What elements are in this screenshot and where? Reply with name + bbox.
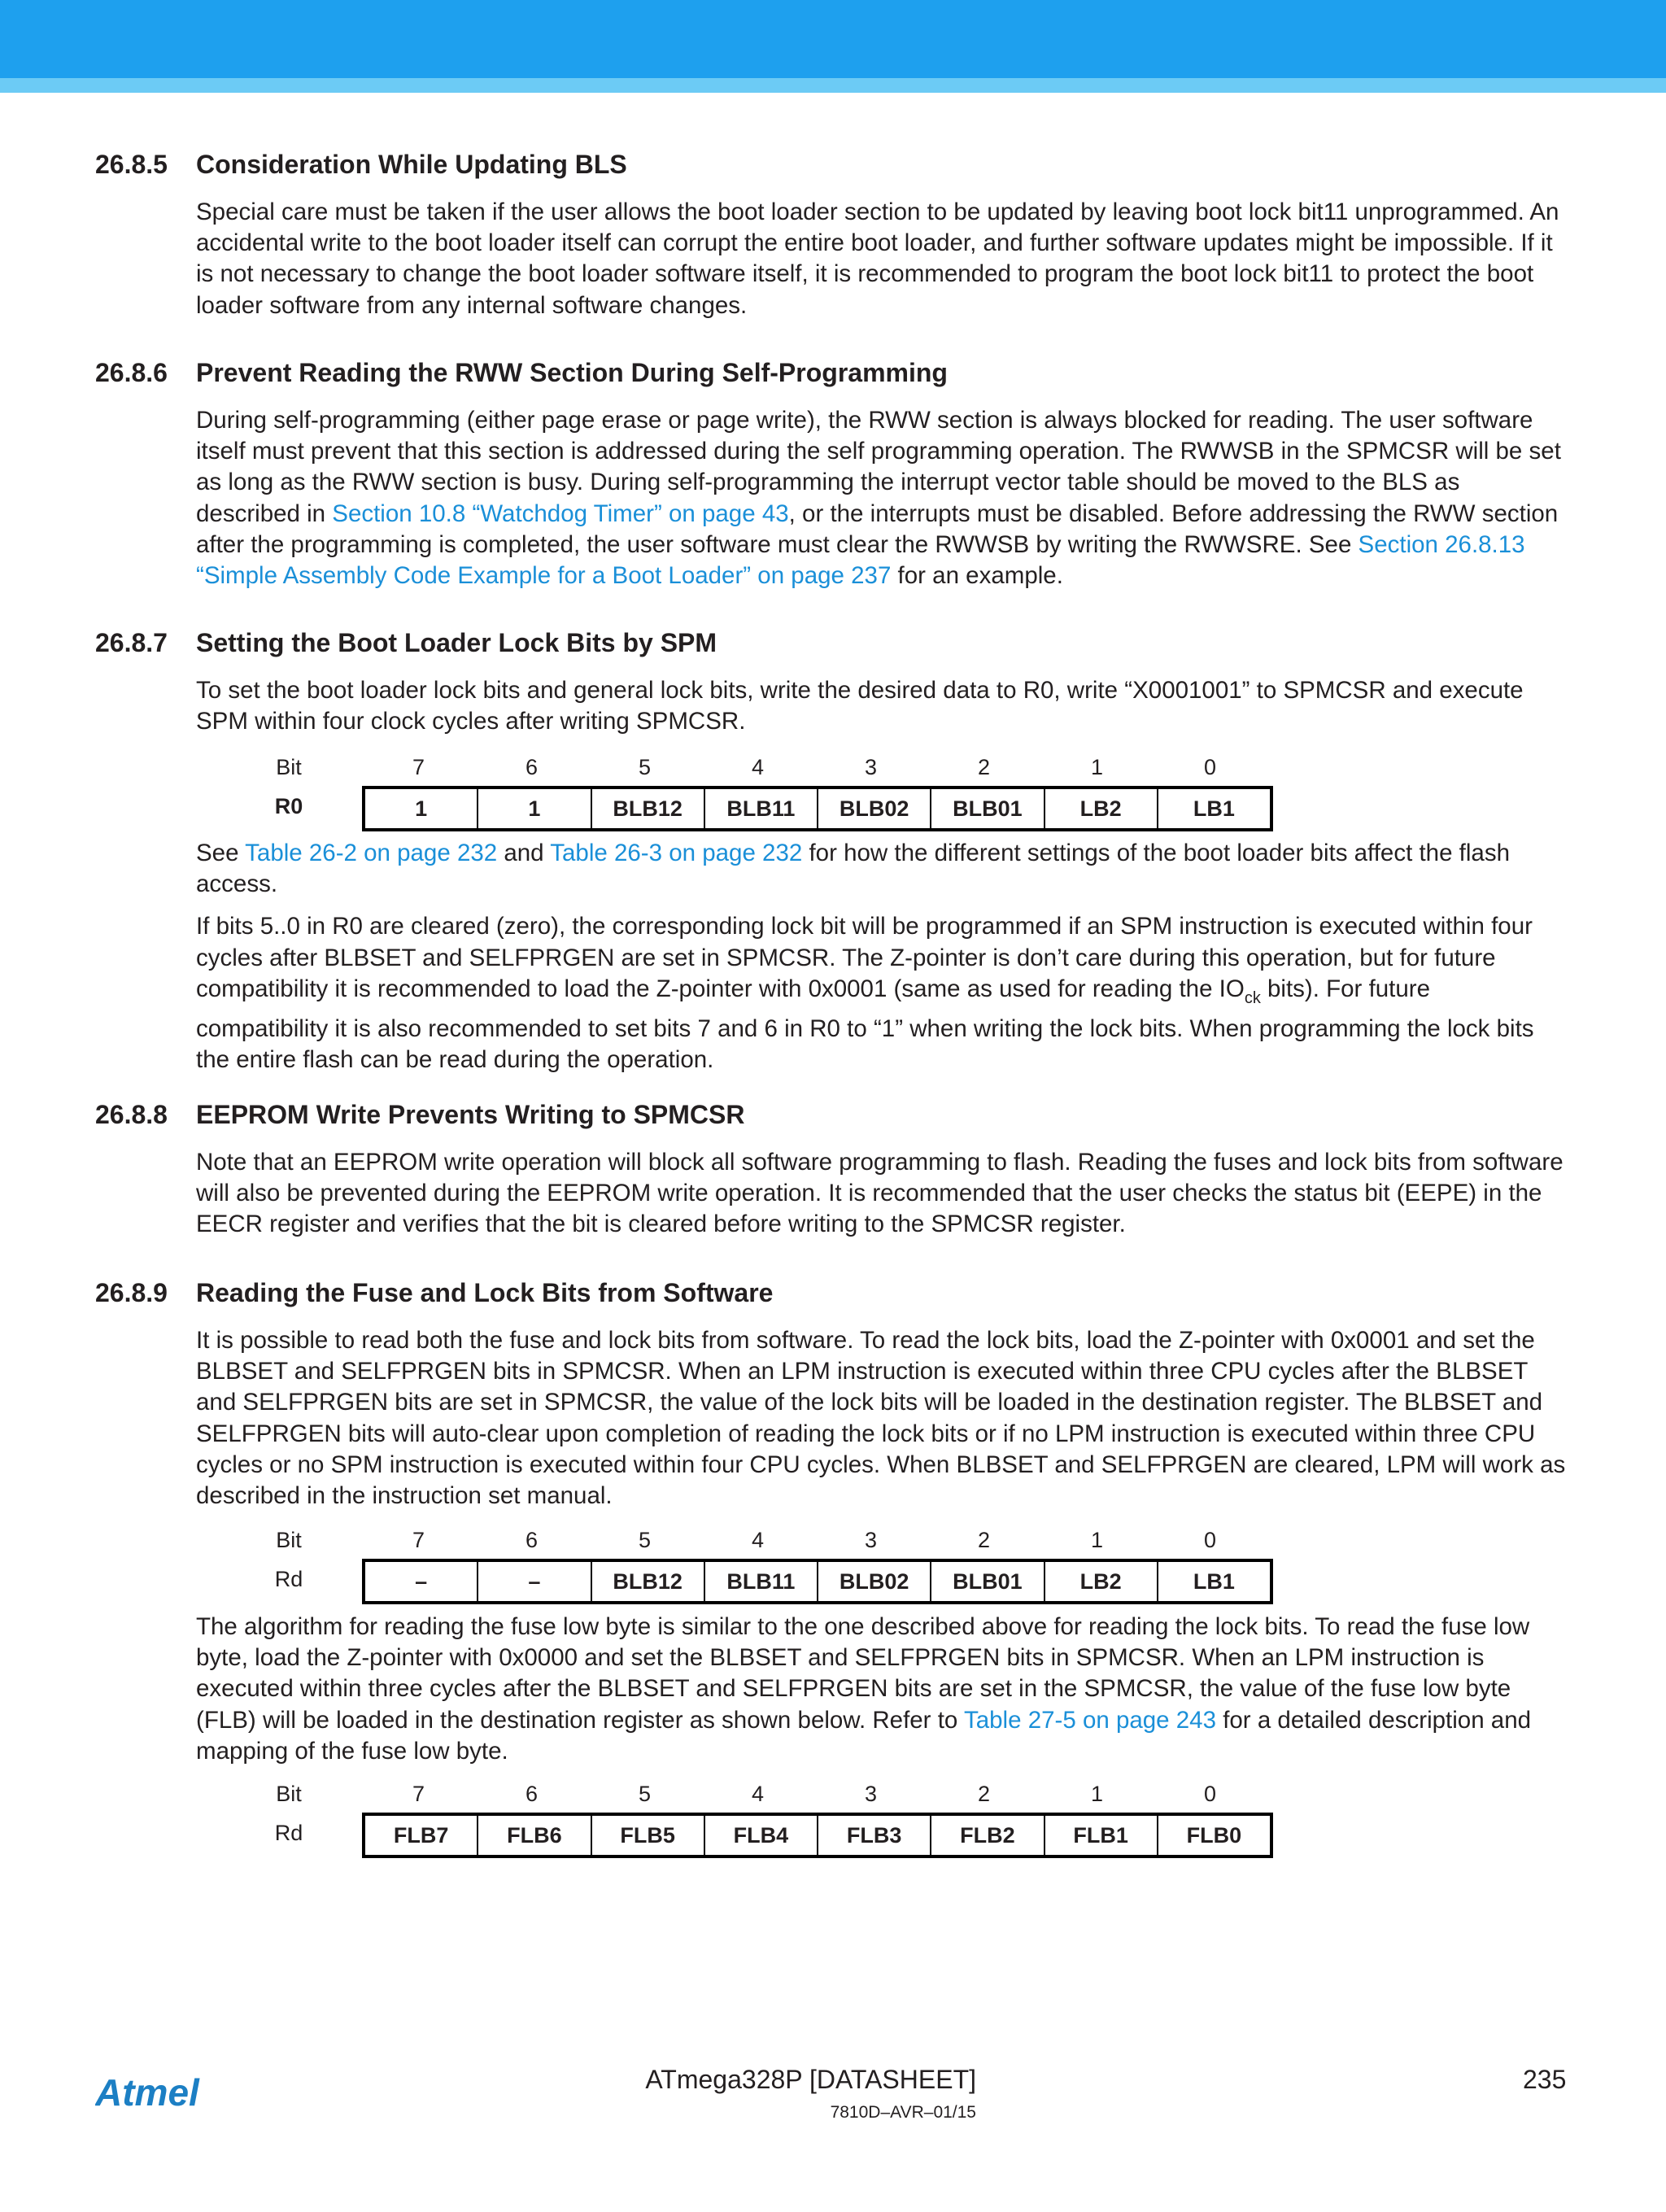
register-row — [264, 1559, 1273, 1601]
section-heading — [95, 356, 1568, 389]
paragraph — [196, 1147, 1568, 1241]
bit-number: 2 — [977, 1782, 991, 1806]
bit-number: 7 — [412, 755, 425, 779]
text-run: for how the different settings of the boot loader bits affect the flash access. — [196, 840, 1510, 898]
register-name: Rd — [274, 1821, 303, 1845]
bit-row — [264, 752, 1273, 784]
bit-number: 5 — [638, 1528, 652, 1552]
register-cell: BLB01 — [930, 1562, 1043, 1601]
bit-number: 4 — [751, 755, 765, 779]
subscript: ck — [1244, 988, 1261, 1007]
doc-code: 7810D–AVR–01/15 — [830, 2103, 976, 2122]
bit-row — [264, 1778, 1273, 1811]
section-26-8-8 — [95, 1098, 1568, 1252]
section-heading — [95, 626, 1568, 659]
register-cells — [362, 786, 1273, 831]
text-run: During self-programming (either page erase or page write), the RWW section is always blocked for reading. The user software itself must prevent that this section is addressed during the self programming operation. The RWWSB in the SPMCSR will be set as long as the RWW section is busy. During self-programming the interrupt vector table should be moved to the BLS as described in — [196, 407, 1561, 527]
logo-lettering: Atmel — [95, 2073, 199, 2114]
register-cell: BLB12 — [591, 789, 704, 828]
register-cell: BLB02 — [817, 1562, 930, 1601]
register-cell: LB2 — [1044, 789, 1157, 828]
paragraph — [196, 1325, 1568, 1512]
section-26-8-9 — [95, 1276, 1568, 1523]
section-number: 26.8.6 — [95, 358, 168, 387]
section-heading — [95, 1276, 1568, 1309]
register-cell: LB1 — [1157, 789, 1270, 828]
text-run: If bits 5..0 in R0 are cleared (zero), the corresponding lock bit will be programmed if an SPM instruction is executed within four cycles after BLBSET and SELFPRGEN are set in SPMCSR. The Z-pointer is don’t care during this operation, but for future compatibility it is recommended to load the Z-pointer with 0x0001 (same as used for reading the IO — [196, 913, 1533, 1002]
bit-numbers — [362, 755, 1267, 780]
register-cells — [362, 1813, 1273, 1858]
paragraph — [196, 1612, 1568, 1767]
register-name: R0 — [274, 794, 303, 818]
register-cell: BLB11 — [704, 789, 817, 828]
paragraph — [196, 405, 1568, 591]
register-cell: FLB5 — [591, 1816, 704, 1855]
section-title: Consideration While Updating BLS — [196, 150, 627, 179]
register-cell: BLB12 — [591, 1562, 704, 1601]
text-run: , or the interrupts must be disabled. Before addressing the RWW section after the programming is completed, the user software must clear the RWWSB by writing the RWWSRE. See — [196, 500, 1559, 558]
bit-number: 3 — [864, 755, 878, 779]
section-26-8-6 — [95, 356, 1568, 603]
section-number: 26.8.7 — [95, 628, 168, 657]
header-bar — [0, 0, 1666, 78]
register-r0 — [264, 752, 1273, 828]
section-heading — [95, 1098, 1568, 1131]
bit-number: 6 — [525, 1782, 539, 1806]
register-cells — [362, 1559, 1273, 1604]
atmel-logo-icon — [95, 2073, 246, 2114]
register-cell: FLB2 — [930, 1816, 1043, 1855]
page-number: 235 — [1523, 2065, 1567, 2094]
register-cell: – — [415, 1569, 428, 1594]
bit-number: 3 — [864, 1782, 878, 1806]
section-title: EEPROM Write Prevents Writing to SPMCSR — [196, 1100, 745, 1129]
bit-number: 5 — [638, 1782, 652, 1806]
bit-number: 6 — [525, 755, 539, 779]
bit-number: 7 — [412, 1782, 425, 1806]
text-run: and — [497, 840, 551, 866]
text-run: See — [196, 840, 246, 866]
header-stripe — [0, 78, 1666, 93]
register-cell: LB1 — [1157, 1562, 1270, 1601]
table-link[interactable]: Table 26-2 on page 232 — [245, 840, 498, 866]
register-cell: FLB6 — [477, 1816, 590, 1855]
bit-number: 0 — [1203, 755, 1217, 779]
register-cell: – — [477, 1562, 590, 1601]
bit-label: Bit — [276, 755, 302, 779]
text-run: Note that an EEPROM write operation will block all software programming to flash. Reading the fuses and lock bits from software will also be prevented during the EEPROM write operation. It is recommended that the user checks the status bit (EEPE) in the EECR register and verifies that the bit is cleared before writing to the SPMCSR register. — [196, 1149, 1564, 1238]
text-run: bits). For future compatibility it is also recommended to set bits 7 and 6 in R0 to “1” when writing the lock bits. When programming the lock bits the entire flash can be read during the operation. — [196, 975, 1534, 1074]
bit-number: 1 — [1090, 755, 1104, 779]
register-rd-fuse-low-byte — [264, 1778, 1273, 1855]
bit-number: 7 — [412, 1528, 425, 1552]
bit-numbers — [362, 1528, 1267, 1553]
atmel-logo — [95, 2073, 246, 2118]
bit-number: 6 — [525, 1528, 539, 1552]
bit-number: 0 — [1203, 1528, 1217, 1552]
register-cell: BLB11 — [704, 1562, 817, 1601]
bit-number: 1 — [1090, 1782, 1104, 1806]
bit-row — [264, 1525, 1273, 1557]
register-cell: 1 — [415, 796, 428, 821]
register-cell: 1 — [477, 789, 590, 828]
bit-number: 1 — [1090, 1528, 1104, 1552]
bit-numbers — [362, 1782, 1267, 1807]
section-link[interactable]: Section 10.8 “Watchdog Timer” on page 43 — [332, 500, 789, 527]
text-run: Special care must be taken if the user allows the boot loader section to be updated by leaving boot lock bit11 unprogrammed. An accidental write to the boot loader itself can corrupt the entire boot loader, and further software updates might be impossible. If it is not necessary to change the boot loader software itself, it is recommended to program the boot lock bit11 to protect the boot loader software from any internal software changes. — [196, 199, 1559, 319]
paragraph — [196, 197, 1568, 321]
section-title: Reading the Fuse and Lock Bits from Software — [196, 1278, 774, 1307]
paragraph — [196, 675, 1568, 737]
section-heading — [95, 148, 1568, 181]
section-link[interactable]: Section 26.8.13 “Simple Assembly Code Example for a Boot Loader” on page 237 — [196, 530, 1525, 590]
text-run: for a detailed description and mapping of the fuse low byte. — [196, 1706, 1532, 1765]
section-number: 26.8.5 — [95, 150, 168, 179]
bit-number: 5 — [638, 755, 652, 779]
bit-number: 0 — [1203, 1782, 1217, 1806]
register-cell: FLB3 — [817, 1816, 930, 1855]
register-cell: BLB01 — [930, 789, 1043, 828]
paragraph — [196, 911, 1568, 1075]
text-run: The algorithm for reading the fuse low byte is similar to the one described above for reading the lock bits. To read the fuse low byte, load the Z-pointer with 0x0000 and set the BLBSET and SELFPRGEN bits in SPMCSR. When an LPM instruction is executed within three cycles after the BLBSET and SELFPRGEN bits are set in the SPMCSR, the value of the fuse low byte (FLB) will be loaded in the destination register as shown below. Refer to — [196, 1613, 1530, 1734]
section-number: 26.8.8 — [95, 1100, 168, 1129]
register-cell: FLB4 — [704, 1816, 817, 1855]
register-row — [264, 786, 1273, 828]
section-26-8-7-continued — [95, 838, 1568, 1087]
section-title: Prevent Reading the RWW Section During Self-Programming — [196, 358, 948, 387]
bit-number: 2 — [977, 1528, 991, 1552]
bit-number: 2 — [977, 755, 991, 779]
bit-number: 3 — [864, 1528, 878, 1552]
paragraph — [196, 838, 1568, 900]
table-link[interactable]: Table 26-3 on page 232 — [550, 840, 803, 866]
register-cell: FLB0 — [1157, 1816, 1270, 1855]
table-link[interactable]: Table 27-5 on page 243 — [963, 1706, 1216, 1734]
bit-label: Bit — [276, 1528, 302, 1552]
bit-label: Bit — [276, 1782, 302, 1806]
section-title: Setting the Boot Loader Lock Bits by SPM — [196, 628, 717, 657]
doc-title: ATmega328P [DATASHEET] — [645, 2065, 976, 2094]
text-run: for an example. — [891, 562, 1063, 590]
section-number: 26.8.9 — [95, 1278, 168, 1307]
section-26-8-5 — [95, 148, 1568, 333]
bit-number: 4 — [751, 1528, 765, 1552]
text-run: To set the boot loader lock bits and general lock bits, write the desired data to R0, write “X0001001” to SPMCSR and execute SPM within four clock cycles after writing SPMCSR. — [196, 677, 1524, 735]
register-cell: LB2 — [1044, 1562, 1157, 1601]
text-run: It is possible to read both the fuse and lock bits from software. To read the lock bits, load the Z-pointer with 0x0001 and set the BLBSET and SELFPRGEN bits in SPMCSR. When an LPM instruction is executed within three CPU cycles after the BLBSET and SELFPRGEN bits are set in SPMCSR, the value of the lock bits will be loaded in the destination register. The BLBSET and SELFPRGEN bits will auto-clear upon completion of reading the lock bits or if no LPM instruction is executed within three CPU cycles or no SPM instruction is executed within four CPU cycles. When BLBSET and SELFPRGEN are cleared, LPM will work as described in the instruction set manual. — [196, 1327, 1566, 1510]
register-rd-lock-bits — [264, 1525, 1273, 1601]
register-cell: FLB1 — [1044, 1816, 1157, 1855]
register-cell: BLB02 — [817, 789, 930, 828]
register-name: Rd — [274, 1567, 303, 1591]
bit-number: 4 — [751, 1782, 765, 1806]
section-26-8-9-continued — [95, 1612, 1568, 1778]
section-26-8-7 — [95, 626, 1568, 748]
register-cell: FLB7 — [393, 1823, 449, 1848]
register-row — [264, 1813, 1273, 1855]
